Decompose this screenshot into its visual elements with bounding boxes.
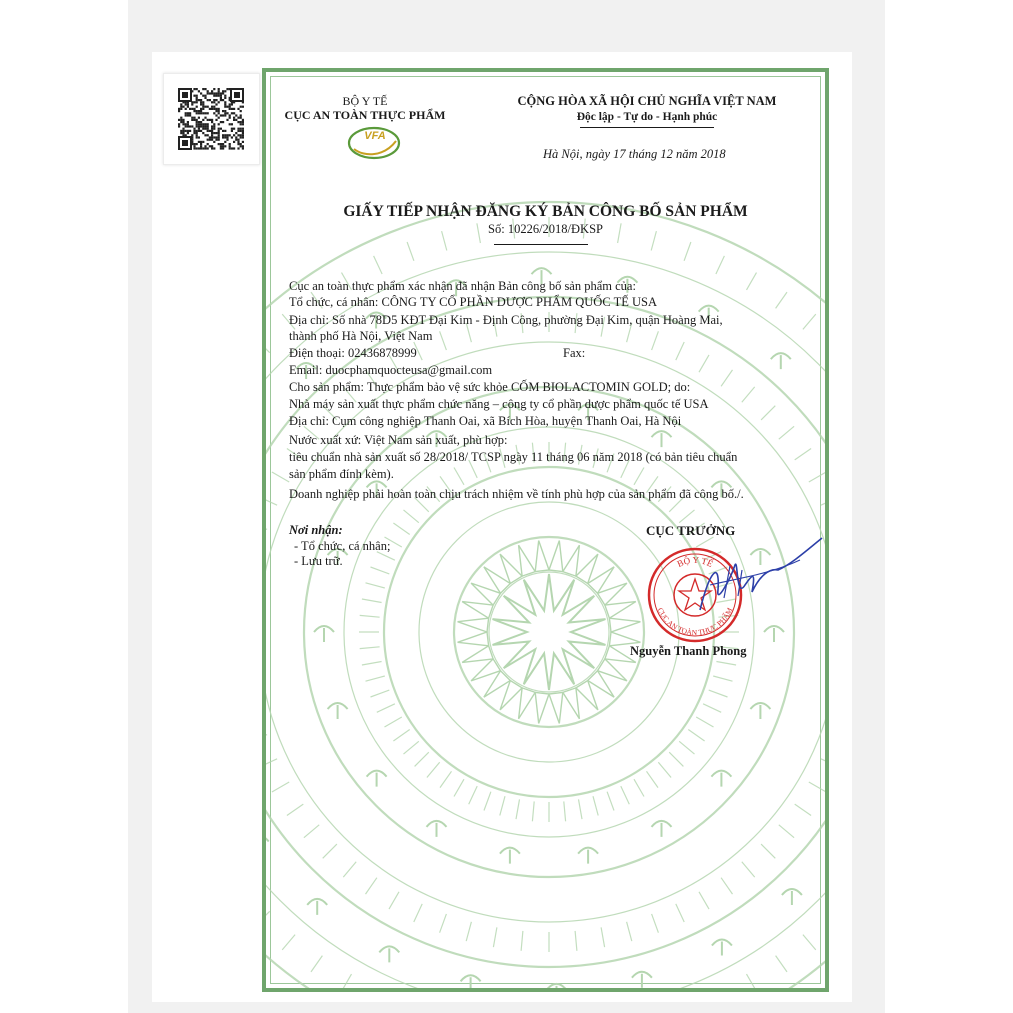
organization-line: Tổ chức, cá nhân: CÔNG TY CỔ PHẦN DƯỢC PHẨM QUỐC TẾ USA bbox=[289, 295, 657, 309]
standard-line-1: tiêu chuẩn nhà sản xuất số 28/2018/ TCSP ngày 11 tháng 06 năm 2018 (có bản tiêu chuẩn bbox=[289, 450, 738, 464]
vfa-logo-text: VFA bbox=[364, 130, 386, 142]
address-line-2: thành phố Hà Nội, Việt Nam bbox=[289, 329, 433, 343]
origin-line: Nước xuất xứ: Việt Nam sản xuất, phù hợp: bbox=[289, 433, 508, 447]
national-motto: Độc lập - Tự do - Hạnh phúc bbox=[576, 111, 718, 123]
recipient-item: - Tổ chức, cá nhân; bbox=[294, 539, 391, 553]
department-name: CỤC AN TOÀN THỰC PHẨM bbox=[284, 108, 446, 122]
motto-underline bbox=[580, 127, 714, 128]
intro-text: Cục an toàn thực phẩm xác nhận đã nhận Bản công bố sản phẩm của: bbox=[289, 279, 636, 293]
signer-title: CỤC TRƯỞNG bbox=[646, 523, 736, 538]
email-line: Email: duocphamquocteusa@gmail.com bbox=[289, 363, 493, 377]
address-line-1: Địa chỉ: Số nhà 78D5 KĐT Đại Kim - Định Công, phường Đại Kim, quận Hoàng Mai, bbox=[289, 313, 723, 327]
seal-top-text: BỘ Y TẾ bbox=[675, 554, 715, 570]
product-line: Cho sản phẩm: Thực phẩm bảo vệ sức khỏe CỐM BIOLACTOMIN GOLD; do: bbox=[289, 380, 691, 394]
handwritten-signature-icon bbox=[690, 530, 830, 620]
manufacturer-address-line: Địa chỉ: Cụm công nghiệp Thanh Oai, xã Bích Hòa, huyện Thanh Oai, Hà Nội bbox=[289, 414, 682, 428]
responsibility-line: Doanh nghiệp phải hoàn toàn chịu trách nhiệm về tính phù hợp của sản phẩm đã công bố./. bbox=[289, 487, 744, 501]
recipient-item: - Lưu trữ. bbox=[294, 554, 343, 568]
phone-line: Điện thoại: 02436878999 bbox=[289, 346, 417, 360]
document-title: GIẤY TIẾP NHẬN ĐĂNG KÝ BẢN CÔNG BỐ SẢN PHẨM bbox=[343, 203, 748, 220]
recipients-heading: Nơi nhận: bbox=[289, 523, 343, 537]
document-number: Số: 10226/2018/ĐKSP bbox=[488, 222, 603, 236]
standard-line-2: sản phẩm đính kèm). bbox=[289, 467, 394, 481]
title-underline bbox=[494, 244, 588, 245]
qr-code[interactable] bbox=[163, 73, 260, 165]
country-name: CỘNG HÒA XÃ HỘI CHỦ NGHĨA VIỆT NAM bbox=[517, 94, 777, 108]
ministry-name: BỘ Y TẾ bbox=[342, 94, 388, 108]
fax-line: Fax: bbox=[563, 346, 586, 360]
issue-date: Hà Nội, ngày 17 tháng 12 năm 2018 bbox=[543, 147, 726, 161]
vfa-logo-icon bbox=[346, 123, 402, 161]
signer-name: Nguyễn Thanh Phong bbox=[630, 644, 747, 658]
seal-bottom-text: CỤC AN TOÀN THỰC PHẨM bbox=[655, 606, 735, 638]
manufacturer-line: Nhà máy sản xuất thực phẩm chức năng – công ty cổ phần dược phẩm quốc tế USA bbox=[289, 397, 709, 411]
